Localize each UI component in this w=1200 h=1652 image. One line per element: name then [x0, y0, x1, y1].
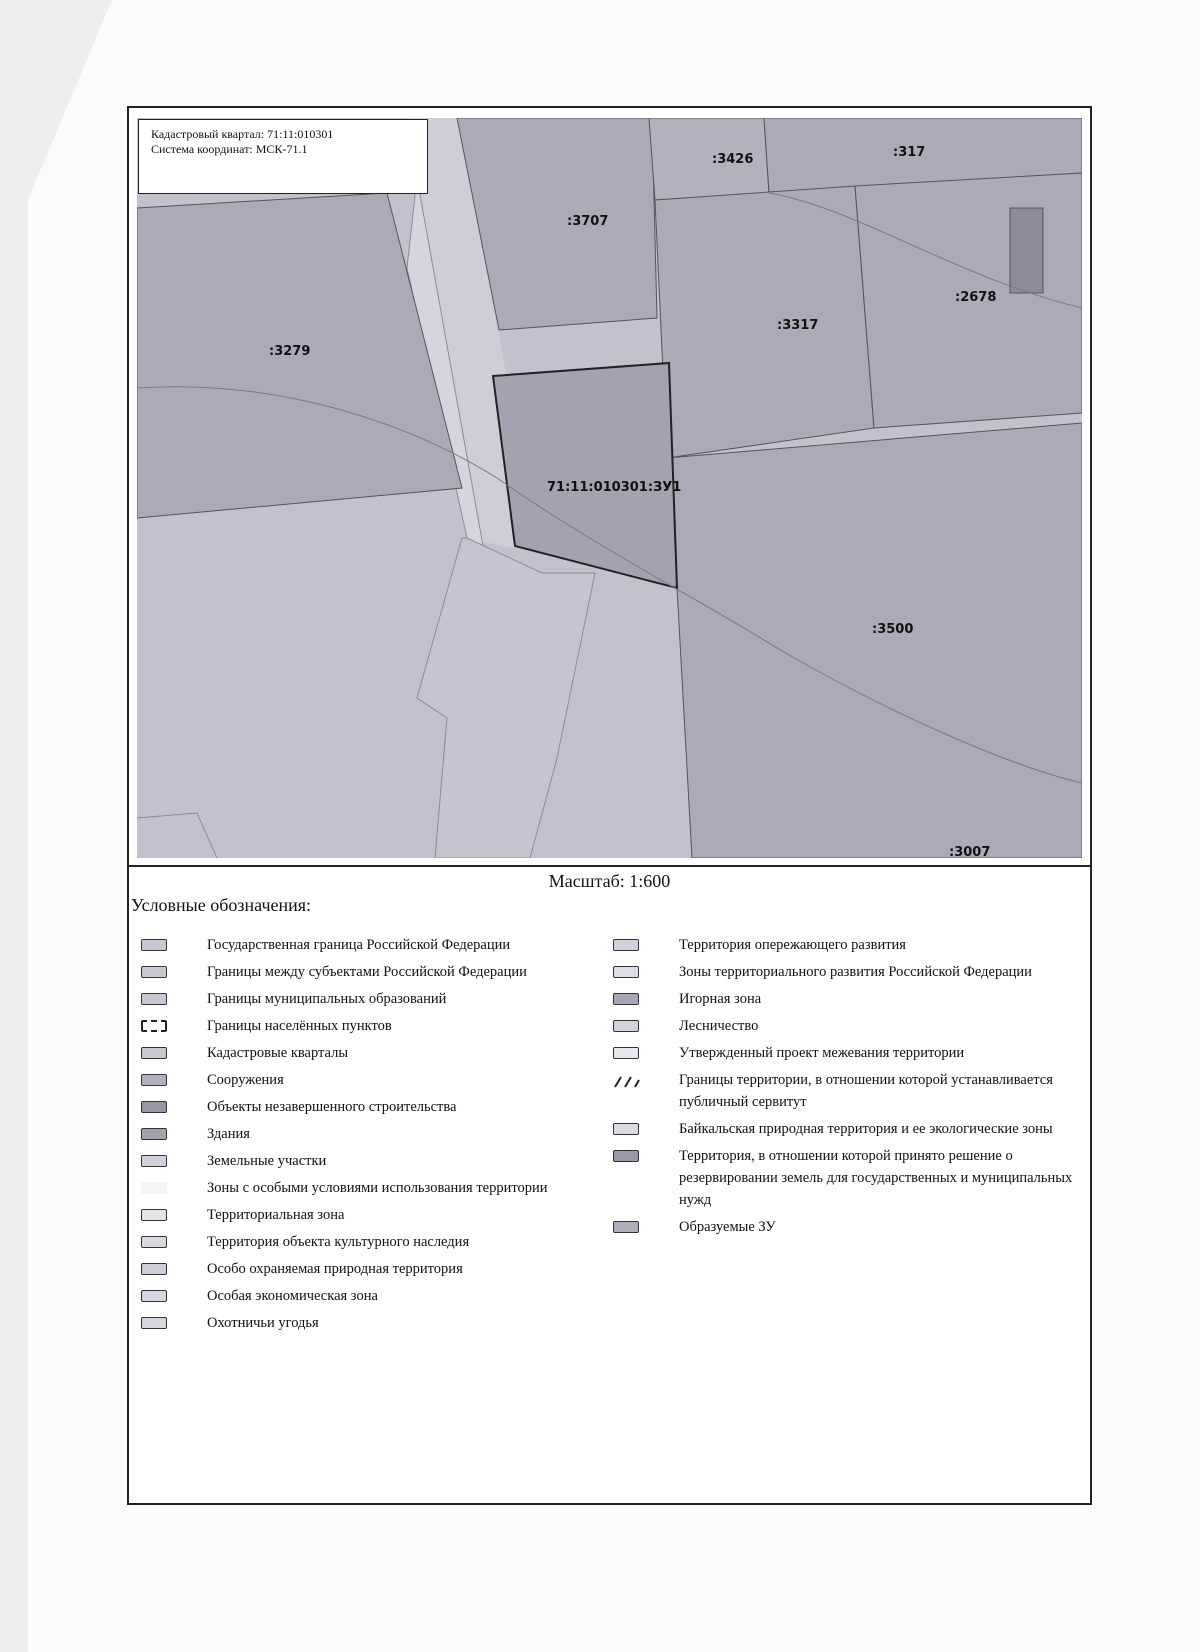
- cadastral-map[interactable]: [137, 118, 1082, 858]
- advanced-development-swatch: [613, 939, 639, 951]
- legend-label: Границы между субъектами Российской Федерации: [207, 964, 527, 980]
- legend-label: Особая экономическая зона: [207, 1288, 378, 1304]
- subject-border-swatch: [141, 966, 167, 978]
- legend-label: Кадастровые кварталы: [207, 1045, 349, 1061]
- economic-zone-swatch: [141, 1290, 167, 1302]
- reserved-land-swatch: [613, 1150, 639, 1162]
- parcel-3317[interactable]: [655, 186, 874, 458]
- settlement-border-swatch: [141, 1020, 167, 1032]
- legend-item: [137, 1123, 577, 1145]
- legend-label: Границы территории, в отношении которой устанавливается публичный сервитут: [679, 1072, 1053, 1110]
- label-3007: :3007: [949, 845, 991, 858]
- cadastral-quarter-swatch: [141, 1047, 167, 1059]
- legend-item: [137, 1042, 577, 1064]
- legend-label: Утвержденный проект межевания территории: [679, 1045, 965, 1061]
- legend-item: [609, 961, 1079, 983]
- legend-item: [137, 934, 577, 956]
- legend-item: [137, 1177, 577, 1199]
- legend-label: Охотничьи угодья: [207, 1315, 319, 1331]
- legend-label: Объекты незавершенного строительства: [207, 1099, 457, 1115]
- legend-label: Территориальная зона: [207, 1207, 345, 1223]
- coordinate-system-line: Система координат: МСК-71.1: [151, 142, 308, 156]
- legend-item: [609, 988, 1079, 1010]
- legend-item: [137, 1069, 577, 1091]
- legend-item: [137, 1015, 577, 1037]
- legend-item: [609, 1069, 1079, 1113]
- legend-label: Особо охраняемая природная территория: [207, 1261, 463, 1277]
- info-box: [138, 119, 428, 194]
- label-3426: :3426: [712, 152, 754, 167]
- legend-item: [137, 1258, 577, 1280]
- label-3317: :3317: [777, 318, 819, 333]
- legend-label: Лесничество: [679, 1018, 759, 1034]
- cultural-heritage-swatch: [141, 1236, 167, 1248]
- legend-label: Зоны с особыми условиями использования территории: [207, 1180, 548, 1196]
- legend-item: [137, 1285, 577, 1307]
- legend-item: [137, 988, 577, 1010]
- parcel-3500[interactable]: [667, 423, 1082, 858]
- gambling-zone-swatch: [613, 993, 639, 1005]
- legend-label: Государственная граница Российской Федерации: [207, 937, 511, 953]
- legend-left-column: [137, 934, 577, 1339]
- legend-item: [137, 1150, 577, 1172]
- legend-item: [609, 1118, 1079, 1140]
- legend-item: [137, 1231, 577, 1253]
- structure-swatch: [141, 1074, 167, 1086]
- label-2678: :2678: [955, 290, 997, 305]
- legend-label: Территория, в отношении которой принято решение о резервировании земель для государственных и муниципальных нужд: [679, 1148, 1073, 1208]
- legend-title: Условные обозначения:: [131, 895, 312, 915]
- building[interactable]: [1010, 208, 1043, 293]
- unfinished-construction-swatch: [141, 1101, 167, 1113]
- special-zone-swatch: [141, 1182, 167, 1194]
- legend-item: [609, 1042, 1079, 1064]
- new-plot-swatch: [613, 1221, 639, 1233]
- label-3707: :3707: [567, 214, 609, 229]
- legend-item: [609, 1145, 1079, 1211]
- label-317: :317: [893, 145, 926, 160]
- legend-label: Земельные участки: [207, 1153, 327, 1169]
- legend-label: Границы муниципальных образований: [207, 991, 447, 1007]
- public-easement-swatch: [613, 1074, 639, 1086]
- legend-right-column: [609, 934, 1079, 1243]
- land-plot-swatch: [141, 1155, 167, 1167]
- state-border-swatch: [141, 939, 167, 951]
- label-target: 71:11:010301:ЗУ1: [547, 480, 682, 495]
- quarter-line: Кадастровый квартал: 71:11:010301: [151, 127, 334, 141]
- legend-item: [609, 1216, 1079, 1238]
- legend-item: [137, 1204, 577, 1226]
- label-3500: :3500: [872, 622, 914, 637]
- scale-text: Масштаб: 1:600: [548, 871, 671, 891]
- legend-label: Территория объекта культурного наследия: [207, 1234, 470, 1250]
- municipal-border-swatch: [141, 993, 167, 1005]
- legend-label: Здания: [207, 1126, 250, 1142]
- legend-label: Игорная зона: [679, 991, 762, 1007]
- legend-label: Зоны территориального развития Российской Федерации: [679, 964, 1032, 980]
- baikal-territory-swatch: [613, 1123, 639, 1135]
- legend-label: Границы населённых пунктов: [207, 1018, 392, 1034]
- map-area[interactable]: [129, 108, 1090, 867]
- map-sheet: [127, 106, 1092, 1505]
- territorial-development-swatch: [613, 966, 639, 978]
- legend-label: Байкальская природная территория и ее экологические зоны: [679, 1121, 1053, 1137]
- forestry-swatch: [613, 1020, 639, 1032]
- land-survey-project-swatch: [613, 1047, 639, 1059]
- legend-label: Образуемые ЗУ: [679, 1219, 776, 1235]
- legend-item: [137, 961, 577, 983]
- hunting-grounds-swatch: [141, 1317, 167, 1329]
- protected-area-swatch: [141, 1263, 167, 1275]
- legend-label: Территория опережающего развития: [679, 937, 906, 953]
- legend-item: [137, 1312, 577, 1334]
- legend-label: Сооружения: [207, 1072, 284, 1088]
- label-3279: :3279: [269, 344, 311, 359]
- territorial-zone-swatch: [141, 1209, 167, 1221]
- legend-item: [609, 1015, 1079, 1037]
- legend-item: [137, 1096, 577, 1118]
- building-swatch: [141, 1128, 167, 1140]
- legend-item: [609, 934, 1079, 956]
